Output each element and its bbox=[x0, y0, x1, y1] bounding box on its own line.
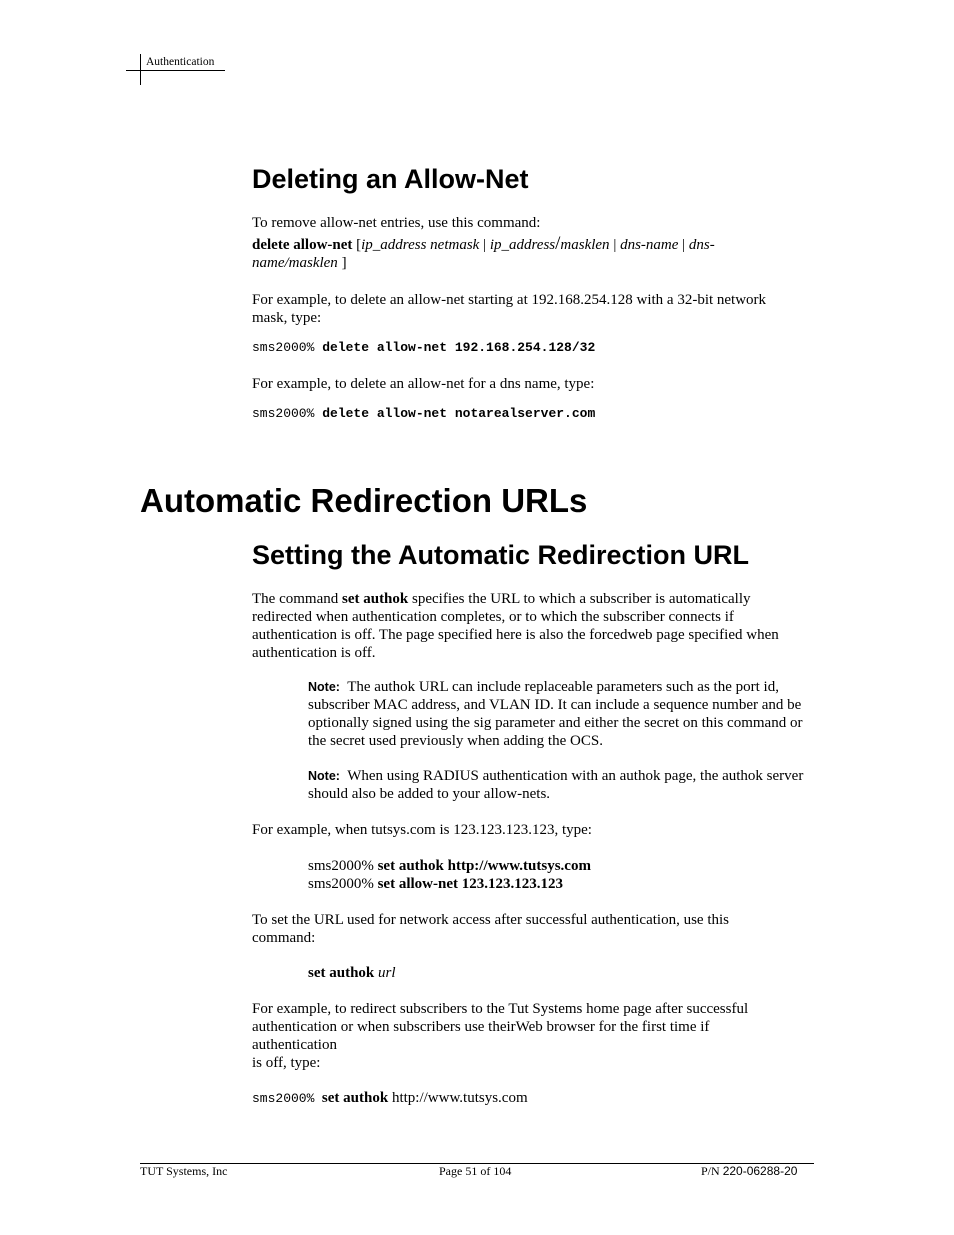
code-set-authok: sms2000% set authok http://www.tutsys.com bbox=[308, 858, 591, 874]
section2-para3: For example, to redirect subscribers to the Tut Systems home page after successful authentication or when subscribers use theirWeb browser for the first time if authentication is off, type: bbox=[252, 1001, 749, 1071]
code-example-delete-ip: sms2000% delete allow-net 192.168.254.128/32 bbox=[252, 340, 596, 355]
note-label: Note: bbox=[308, 769, 340, 783]
chapter-title: Automatic Redirection URLs bbox=[140, 482, 588, 519]
footer-page-number: Page 51 of 104 bbox=[439, 1164, 512, 1178]
footer-company: TUT Systems, Inc bbox=[140, 1164, 228, 1178]
syntax-command: delete allow-net bbox=[252, 237, 353, 253]
code-final-example: sms2000% set authok http://www.tutsys.com bbox=[252, 1090, 528, 1106]
set-authok-syntax: set authok url bbox=[308, 965, 396, 981]
note-authok-parameters: Note: The authok URL can include replaceable parameters such as the port id, subscriber MAC address, and VLAN ID. It can include a sequence number and be optionally signed using the sig parameter and either the secret on this command or the secret used previously when adding the OCS. bbox=[308, 679, 803, 749]
note-label: Note: bbox=[308, 680, 340, 694]
section-title-setting-redirection-url: Setting the Automatic Redirection URL bbox=[252, 540, 750, 570]
footer-part-number: P/N 220-06288-20 bbox=[701, 1164, 798, 1178]
running-header: Authentication bbox=[146, 56, 215, 68]
section2-para1: The command set authok specifies the URL to which a subscriber is automatically redirected when authentication completes, or to which the subscriber connects if authentication is off. The page specified here is also the forcedweb page specified when authentication is off. bbox=[252, 591, 779, 661]
section1-example1-text: For example, to delete an allow-net starting at 192.168.254.128 with a 32-bit network mask, type: bbox=[252, 292, 767, 326]
code-set-allownet: sms2000% set allow-net 123.123.123.123 bbox=[308, 876, 563, 892]
delete-allownet-syntax: delete allow-net [ip_address netmask | ip_address/masklen | dns-name | dns- name/masklen ] bbox=[252, 233, 715, 271]
note-radius-authok: Note: When using RADIUS authentication with an authok page, the authok server should also be added to your allow-nets. bbox=[308, 768, 804, 802]
crop-mark bbox=[140, 54, 141, 85]
section2-example-text: For example, when tutsys.com is 123.123.123.123, type: bbox=[252, 822, 592, 838]
code-example-delete-dns: sms2000% delete allow-net notarealserver.com bbox=[252, 406, 596, 421]
section2-para2: To set the URL used for network access after successful authentication, use this command: bbox=[252, 912, 729, 946]
section-title-deleting-allow-net: Deleting an Allow-Net bbox=[252, 164, 529, 194]
section1-example2-text: For example, to delete an allow-net for a dns name, type: bbox=[252, 376, 595, 392]
section1-intro: To remove allow-net entries, use this command: bbox=[252, 215, 541, 231]
